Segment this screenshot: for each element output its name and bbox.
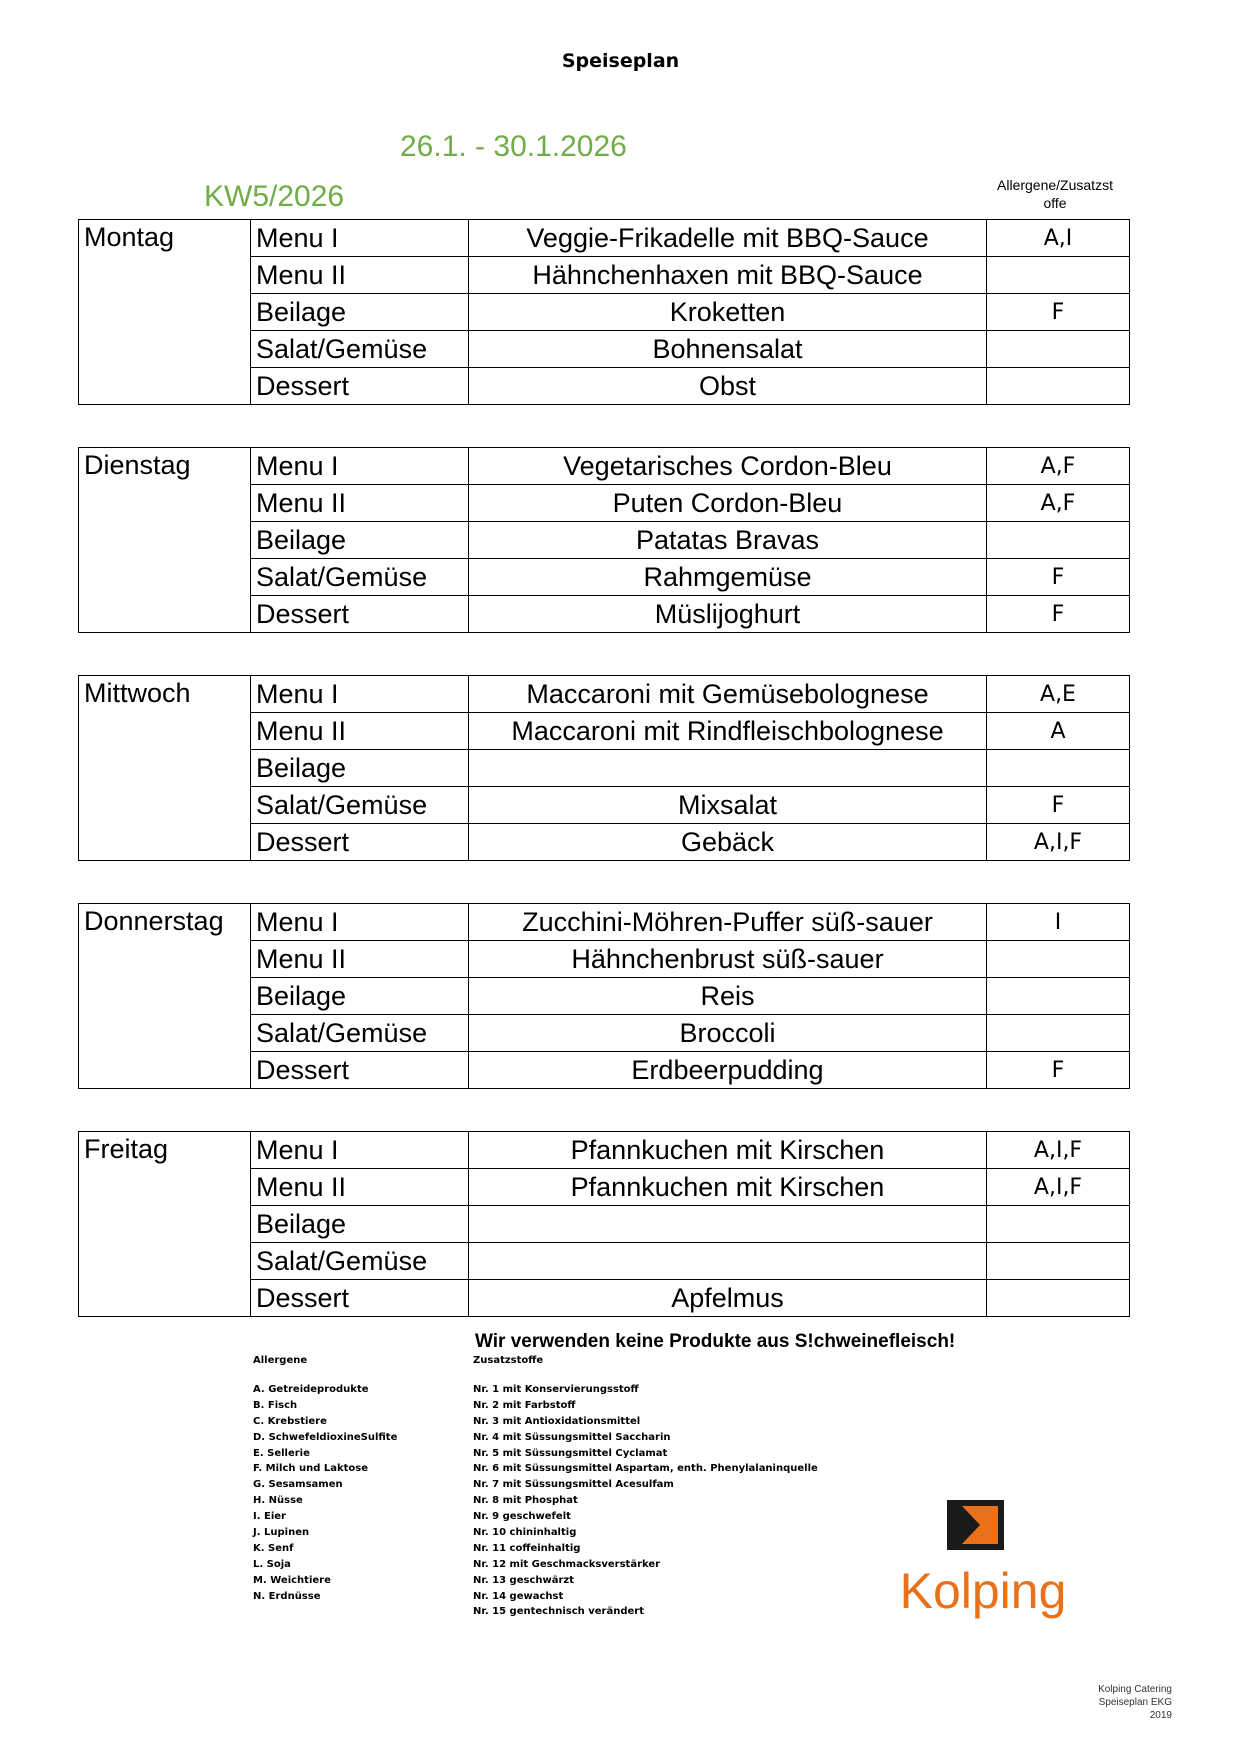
dish-cell: Pfannkuchen mit Kirschen	[469, 1169, 987, 1206]
allergen-cell	[987, 750, 1130, 787]
page-title: Speiseplan	[561, 50, 680, 72]
allergen-cell: A,I,F	[987, 824, 1130, 861]
zusatzstoffe-list	[473, 1382, 818, 1620]
zusatzstoff-item: Nr. 10 chininhaltig	[473, 1527, 577, 1539]
kolping-logo	[876, 1500, 1091, 1620]
allergen-item: N. Erdnüsse	[253, 1590, 321, 1602]
category-cell: Dessert	[251, 824, 469, 861]
allergen-item: M. Weichtiere	[253, 1574, 331, 1586]
category-cell: Menu II	[251, 941, 469, 978]
allergen-cell: F	[987, 596, 1130, 633]
allergen-cell: A	[987, 713, 1130, 750]
zusatzstoff-item: Nr. 14 gewachst	[473, 1590, 564, 1602]
zusatzstoff-item: Nr. 12 mit Geschmacksverstärker	[473, 1558, 661, 1570]
dish-cell: Kroketten	[469, 294, 987, 331]
allergen-item: K. Senf	[253, 1542, 294, 1554]
calendar-week: KW5/2026	[204, 180, 345, 213]
day-table	[78, 219, 1130, 405]
footer-line: Speiseplan EKG	[1098, 1697, 1172, 1708]
allergen-cell	[987, 1243, 1130, 1280]
dish-cell: Maccaroni mit Rindfleischbolognese	[469, 713, 987, 750]
allergen-item: L. Soja	[253, 1558, 291, 1570]
dish-cell: Müslijoghurt	[469, 596, 987, 633]
category-cell: Beilage	[251, 522, 469, 559]
category-cell: Salat/Gemüse	[251, 559, 469, 596]
menu-row	[79, 220, 1130, 257]
category-cell: Menu II	[251, 485, 469, 522]
zusatzstoff-item: Nr. 3 mit Antioxidationsmittel	[473, 1415, 641, 1427]
dish-cell: Reis	[469, 978, 987, 1015]
day-table	[78, 903, 1130, 1089]
date-range: 26.1. - 30.1.2026	[400, 130, 627, 163]
dish-cell	[469, 1243, 987, 1280]
allergen-cell	[987, 1206, 1130, 1243]
category-cell: Beilage	[251, 1206, 469, 1243]
zusatzstoff-item: Nr. 7 mit Süssungsmittel Acesulfam	[473, 1479, 674, 1491]
category-cell: Dessert	[251, 1280, 469, 1317]
day-table	[78, 1131, 1130, 1317]
dish-cell: Rahmgemüse	[469, 559, 987, 596]
day-name: Dienstag	[79, 448, 251, 633]
allergen-item: A. Getreideprodukte	[253, 1384, 369, 1395]
dish-cell: Zucchini-Möhren-Puffer süß-sauer	[469, 904, 987, 941]
category-cell: Menu II	[251, 713, 469, 750]
dish-cell	[469, 1206, 987, 1243]
day-table	[78, 447, 1130, 633]
dish-cell: Hähnchenhaxen mit BBQ-Sauce	[469, 257, 987, 294]
allergen-cell: A,E	[987, 676, 1130, 713]
dish-cell: Mixsalat	[469, 787, 987, 824]
category-cell: Menu I	[251, 676, 469, 713]
allergen-item: F. Milch und Laktose	[253, 1463, 369, 1475]
zusatzstoff-item: Nr. 13 geschwärzt	[473, 1574, 575, 1586]
allergen-cell	[987, 257, 1130, 294]
zusatzstoff-item: Nr. 8 mit Phosphat	[473, 1495, 578, 1507]
allergen-item: J. Lupinen	[253, 1527, 310, 1539]
dish-cell: Patatas Bravas	[469, 522, 987, 559]
dish-cell: Gebäck	[469, 824, 987, 861]
allergen-cell	[987, 522, 1130, 559]
footer-line: Kolping Catering	[1098, 1684, 1172, 1695]
allergen-cell: I	[987, 904, 1130, 941]
dish-cell: Erdbeerpudding	[469, 1052, 987, 1089]
allergene-title: Allergene	[253, 1355, 308, 1366]
zusatzstoff-item: Nr. 4 mit Süssungsmittel Saccharin	[473, 1431, 671, 1443]
day-name: Montag	[79, 220, 251, 405]
allergen-item: C. Krebstiere	[253, 1415, 327, 1427]
dish-cell: Veggie-Frikadelle mit BBQ-Sauce	[469, 220, 987, 257]
dish-cell: Pfannkuchen mit Kirschen	[469, 1132, 987, 1169]
allergen-item: E. Sellerie	[253, 1447, 310, 1459]
day-name: Freitag	[79, 1132, 251, 1317]
day-name: Donnerstag	[79, 904, 251, 1089]
zusatzstoff-item: Nr. 2 mit Farbstoff	[473, 1399, 576, 1411]
category-cell: Menu I	[251, 1132, 469, 1169]
allergen-item: D. SchwefeldioxineSulfite	[253, 1431, 398, 1443]
allergen-cell: F	[987, 294, 1130, 331]
allergen-cell: F	[987, 1052, 1130, 1089]
allergen-cell	[987, 1015, 1130, 1052]
category-cell: Menu II	[251, 257, 469, 294]
allergen-cell: F	[987, 559, 1130, 596]
category-cell: Menu I	[251, 904, 469, 941]
allergen-cell: A,F	[987, 485, 1130, 522]
allergen-item: G. Sesamsamen	[253, 1479, 343, 1491]
zusatzstoff-item: Nr. 6 mit Süssungsmittel Aspartam, enth. Phenylalaninquelle	[473, 1463, 818, 1475]
category-cell: Salat/Gemüse	[251, 1243, 469, 1280]
category-cell: Dessert	[251, 1052, 469, 1089]
menu-row	[79, 676, 1130, 713]
allergen-column-header: Allergene/Zusatzst offe	[997, 177, 1113, 211]
category-cell: Dessert	[251, 368, 469, 405]
pork-notice: Wir verwenden keine Produkte aus S!chweinefleisch!	[475, 1331, 956, 1352]
allergen-cell	[987, 331, 1130, 368]
zusatzstoff-item: Nr. 15 gentechnisch verändert	[473, 1606, 645, 1618]
allergen-cell	[987, 978, 1130, 1015]
allergen-item: B. Fisch	[253, 1399, 298, 1411]
dish-cell: Apfelmus	[469, 1280, 987, 1317]
allergen-cell	[987, 941, 1130, 978]
footer	[1020, 1683, 1172, 1722]
allergene-list	[253, 1382, 397, 1604]
dish-cell: Hähnchenbrust süß-sauer	[469, 941, 987, 978]
menu-row	[79, 904, 1130, 941]
category-cell: Dessert	[251, 596, 469, 633]
zusatzstoff-item: Nr. 11 coffeinhaltig	[473, 1542, 581, 1554]
category-cell: Menu I	[251, 448, 469, 485]
dish-cell: Maccaroni mit Gemüsebolognese	[469, 676, 987, 713]
menu-row	[79, 1132, 1130, 1169]
logo-wordmark: Kolping	[899, 1563, 1067, 1619]
dish-cell: Vegetarisches Cordon-Bleu	[469, 448, 987, 485]
dish-cell	[469, 750, 987, 787]
footer-line: 2019	[1149, 1710, 1172, 1721]
category-cell: Beilage	[251, 294, 469, 331]
category-cell: Salat/Gemüse	[251, 787, 469, 824]
allergen-cell: A,I,F	[987, 1169, 1130, 1206]
dish-cell: Broccoli	[469, 1015, 987, 1052]
zusatzstoff-item: Nr. 9 geschwefelt	[473, 1511, 571, 1523]
dish-cell: Bohnensalat	[469, 331, 987, 368]
allergen-item: H. Nüsse	[253, 1495, 303, 1507]
category-cell: Salat/Gemüse	[251, 1015, 469, 1052]
allergen-cell: F	[987, 787, 1130, 824]
allergen-cell	[987, 368, 1130, 405]
allergen-cell: A,I	[987, 220, 1130, 257]
menu-row	[79, 448, 1130, 485]
zusatzstoff-item: Nr. 5 mit Süssungsmittel Cyclamat	[473, 1447, 668, 1459]
category-cell: Salat/Gemüse	[251, 331, 469, 368]
dish-cell: Obst	[469, 368, 987, 405]
allergen-cell: A,I,F	[987, 1132, 1130, 1169]
day-name: Mittwoch	[79, 676, 251, 861]
zusatzstoffe-title: Zusatzstoffe	[473, 1355, 544, 1366]
dish-cell: Puten Cordon-Bleu	[469, 485, 987, 522]
allergen-cell	[987, 1280, 1130, 1317]
allergen-cell: A,F	[987, 448, 1130, 485]
day-table	[78, 675, 1130, 861]
allergen-item: I. Eier	[253, 1511, 286, 1523]
category-cell: Beilage	[251, 978, 469, 1015]
category-cell: Beilage	[251, 750, 469, 787]
zusatzstoff-item: Nr. 1 mit Konservierungsstoff	[473, 1384, 639, 1395]
category-cell: Menu I	[251, 220, 469, 257]
category-cell: Menu II	[251, 1169, 469, 1206]
